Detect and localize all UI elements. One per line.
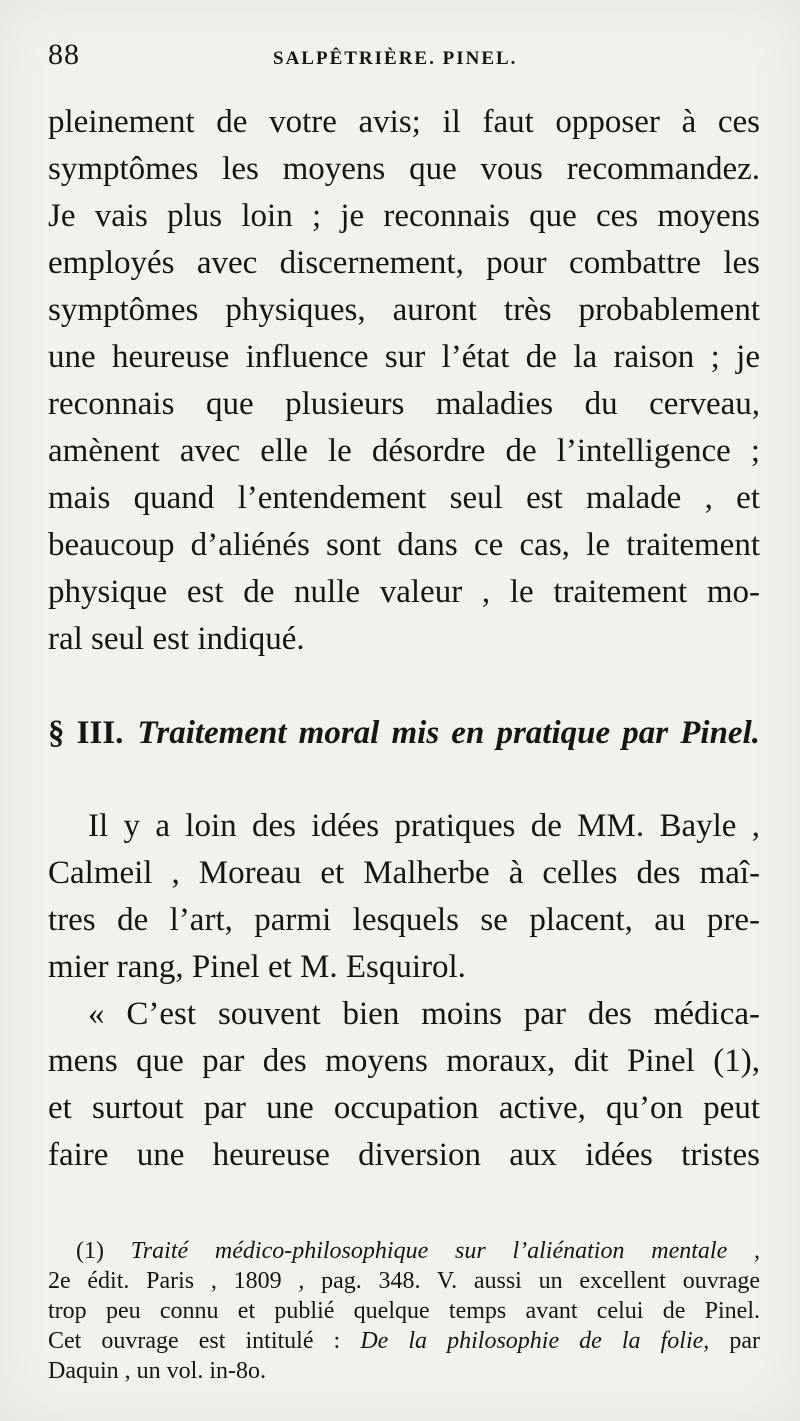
text-line: employés avec discernement, pour combattre les	[48, 245, 760, 281]
text-line: amènent avec elle le désordre de l’intelligence ;	[48, 433, 760, 469]
text-line: symptômes physiques, auront très probablement	[48, 292, 760, 328]
footnote-text: par	[729, 1328, 761, 1354]
section-heading	[48, 710, 760, 757]
text-line: mais quand l’entendement seul est malade , et	[48, 480, 760, 516]
section-number: § III.	[48, 715, 124, 751]
text-line: Il y a loin des idées pratiques de MM. Bayle ,	[88, 808, 760, 844]
text-line: mens que par des moyens moraux, dit Pinel (1),	[48, 1043, 760, 1079]
footnote-cited-title: De la philosophie de la folie,	[360, 1328, 710, 1354]
text-line: tres de l’art, parmi lesquels se placent, au pre-	[48, 902, 760, 938]
text-line: symptômes les moyens que vous recommandez.	[48, 151, 760, 187]
body-text	[48, 99, 760, 1179]
footnote-line: Daquin , un vol. in-8o.	[48, 1358, 266, 1384]
text-line: beaucoup d’aliénés sont dans ce cas, le traitement	[48, 527, 760, 563]
running-head: SALPÊTRIÈRE. PINEL.	[273, 48, 518, 69]
text-line: ral seul est indiqué.	[48, 621, 305, 657]
section-title: Traitement moral mis en pratique par Pinel.	[137, 715, 760, 751]
page-number: 88	[48, 38, 80, 71]
text-line: une heureuse influence sur l’état de la raison ; je	[48, 339, 760, 375]
paragraph-3	[48, 991, 760, 1179]
text-line: Je vais plus loin ; je reconnais que ces moyens	[48, 198, 760, 234]
paragraph-2	[48, 803, 760, 991]
text-line: Calmeil , Moreau et Malherbe à celles des maî-	[48, 855, 760, 891]
footnote-marker: (1)	[76, 1238, 104, 1264]
footnote-cited-title: Traité médico-philosophique sur l’aliénation mentale ,	[130, 1238, 761, 1264]
text-line: physique est de nulle valeur , le traitement mo-	[48, 574, 760, 610]
footnote-text: Cet ouvrage est intitulé :	[48, 1328, 341, 1354]
paragraph-1	[48, 99, 760, 663]
text-line: pleinement de votre avis; il faut opposer à ces	[48, 104, 760, 140]
text-line: faire une heureuse diversion aux idées tristes	[48, 1137, 760, 1173]
page-header	[48, 38, 760, 78]
footnote-line	[48, 1236, 760, 1266]
text-line: mier rang, Pinel et M. Esquirol.	[48, 949, 466, 985]
footnote-line: trop peu connu et publié quelque temps avant celui de Pinel.	[48, 1298, 760, 1324]
text-line: reconnais que plusieurs maladies du cerveau,	[48, 386, 760, 422]
footnote-line: 2e édit. Paris , 1809 , pag. 348. V. aussi un excellent ouvrage	[48, 1268, 760, 1294]
footnote-line	[48, 1326, 760, 1356]
text-line: « C’est souvent bien moins par des médica-	[88, 996, 760, 1032]
text-line: et surtout par une occupation active, qu’on peut	[48, 1090, 760, 1126]
footnote	[48, 1236, 760, 1386]
